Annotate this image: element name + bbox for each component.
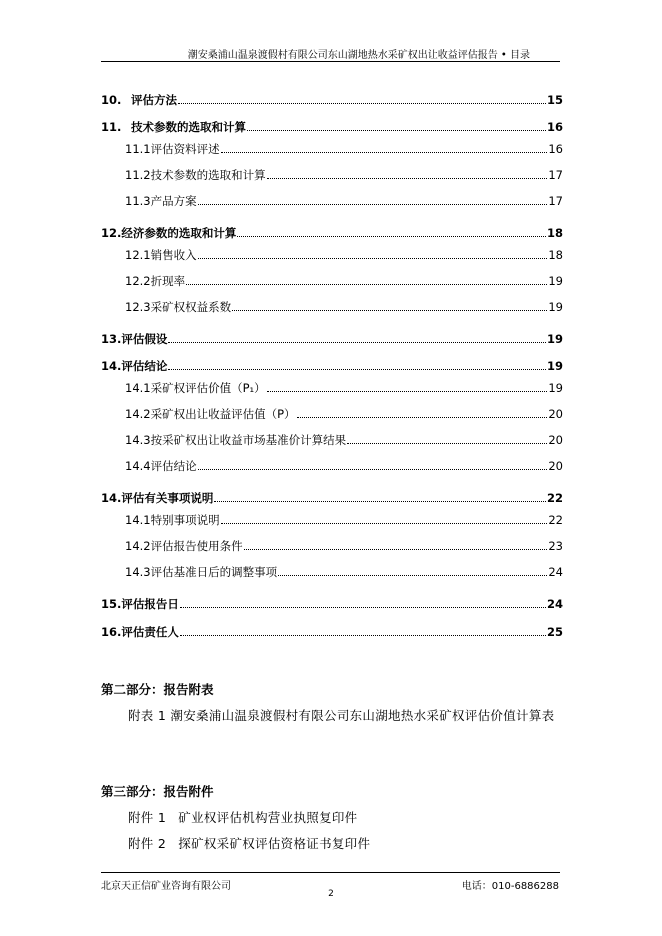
toc-leader-dots (232, 309, 547, 311)
toc-entry-title: 评估责任人 (121, 625, 179, 639)
toc-leader-dots (168, 341, 546, 343)
toc-entry-14-2[interactable] (125, 407, 563, 421)
toc-entry-page: 19 (548, 300, 563, 314)
toc-entry-page: 22 (546, 491, 563, 505)
toc-leader-dots (247, 129, 546, 131)
toc-entry-12[interactable] (101, 226, 563, 240)
toc-entry-title: 经济参数的选取和计算 (121, 226, 237, 240)
toc-entry-12-1[interactable] (125, 248, 563, 262)
toc-entry-page: 22 (548, 513, 563, 527)
toc-entry-title: 评估报告日 (121, 597, 179, 611)
toc-entry-page: 20 (548, 433, 563, 447)
toc-entry-title: 按采矿权出让收益市场基准价计算结果 (150, 433, 347, 447)
page-number: 2 (328, 889, 334, 899)
toc-leader-dots (180, 634, 546, 636)
toc-entry-number: 14.4 (125, 459, 151, 473)
toc-leader-dots (297, 416, 548, 418)
toc-entry-title: 特别事项说明 (150, 513, 220, 527)
toc-entry-page: 25 (546, 625, 563, 639)
toc-entry-14-2-notes[interactable] (125, 539, 563, 553)
toc-entry-number: 15. (101, 597, 122, 611)
toc-entry-number: 14.2 (125, 539, 151, 553)
toc-entry-page: 19 (546, 332, 563, 346)
toc-entry-page: 24 (548, 565, 563, 579)
footer-company: 北京天正信矿业咨询有限公司 (101, 881, 231, 892)
toc-entry-14-3-notes[interactable] (125, 565, 563, 579)
toc-entry-title: 评估结论 (121, 359, 168, 373)
toc-leader-dots (244, 548, 548, 550)
toc-entry-page: 20 (548, 407, 563, 421)
toc-leader-dots (186, 283, 547, 285)
toc-entry-page: 20 (548, 459, 563, 473)
toc-entry-11-2[interactable] (125, 168, 563, 182)
toc-entry-12-2[interactable] (125, 274, 563, 288)
toc-entry-14-notes[interactable] (101, 491, 563, 505)
toc-entry-title: 评估报告使用条件 (150, 539, 243, 553)
toc-entry-title: 评估结论 (150, 459, 197, 473)
footer-divider (101, 872, 560, 873)
appendix-text: 潮安桑浦山温泉渡假村有限公司东山湖地热水采矿权评估价值计算表 (170, 708, 555, 723)
toc-entry-14-4[interactable] (125, 459, 563, 473)
toc-entry-page: 18 (546, 226, 563, 240)
toc-entry-15[interactable] (101, 597, 563, 611)
toc-entry-title: 评估有关事项说明 (121, 491, 214, 505)
attachment-text: 矿业权评估机构营业执照复印件 (178, 810, 358, 825)
toc-entry-number: 12.1 (125, 248, 151, 262)
toc-entry-page: 15 (546, 93, 563, 107)
toc-entry-title: 采矿权权益系数 (150, 300, 232, 314)
toc-entry-14-3[interactable] (125, 433, 563, 447)
part3-heading: 第三部分：报告附件 (101, 784, 214, 799)
page-header-title: 潮安桑浦山温泉渡假村有限公司东山湖地热水采矿权出让收益评估报告 • 目录 (187, 50, 530, 61)
toc-leader-dots (214, 500, 546, 502)
toc-entry-number: 12. (101, 226, 122, 240)
toc-entry-title: 评估资料评述 (150, 142, 220, 156)
toc-leader-dots (168, 368, 546, 370)
toc-entry-number: 12.3 (125, 300, 151, 314)
toc-entry-title: 折现率 (150, 274, 186, 288)
part2-heading: 第二部分：报告附表 (101, 682, 214, 697)
toc-entry-number: 16. (101, 625, 122, 639)
toc-leader-dots (221, 151, 548, 153)
toc-entry-14-1[interactable] (125, 381, 563, 395)
toc-entry-14-1-notes[interactable] (125, 513, 563, 527)
toc-leader-dots (237, 235, 546, 237)
toc-entry-title: 采矿权评估价值（P₁） (150, 381, 266, 395)
toc-leader-dots (178, 102, 546, 104)
toc-entry-number: 11. (101, 120, 122, 134)
toc-entry-title: 技术参数的选取和计算 (150, 168, 266, 182)
toc-entry-title: 技术参数的选取和计算 (131, 120, 246, 134)
toc-entry-number: 14.1 (125, 381, 151, 395)
toc-leader-dots (267, 390, 548, 392)
toc-entry-number: 10. (101, 93, 122, 107)
toc-entry-page: 24 (546, 597, 563, 611)
toc-entry-number: 14.3 (125, 565, 151, 579)
toc-entry-11[interactable] (101, 120, 563, 134)
toc-entry-number: 14.3 (125, 433, 151, 447)
toc-entry-10[interactable] (101, 93, 563, 107)
toc-entry-11-3[interactable] (125, 194, 563, 208)
toc-entry-number: 11.1 (125, 142, 151, 156)
toc-entry-12-3[interactable] (125, 300, 563, 314)
toc-leader-dots (278, 574, 547, 576)
attachment-label: 附件 2 (128, 836, 167, 851)
toc-entry-number: 13. (101, 332, 122, 346)
toc-entry-number: 11.2 (125, 168, 151, 182)
toc-entry-number: 14. (101, 491, 122, 505)
attachment-2[interactable] (128, 834, 370, 852)
toc-entry-page: 19 (546, 359, 563, 373)
toc-entry-page: 16 (548, 142, 563, 156)
toc-entry-page: 18 (548, 248, 563, 262)
toc-leader-dots (347, 442, 547, 444)
toc-leader-dots (267, 177, 548, 179)
toc-entry-page: 23 (548, 539, 563, 553)
toc-entry-16[interactable] (101, 625, 563, 639)
toc-entry-11-1[interactable] (125, 142, 563, 156)
toc-entry-13[interactable] (101, 332, 563, 346)
toc-leader-dots (198, 257, 548, 259)
toc-entry-title: 评估方法 (131, 93, 177, 107)
toc-entry-page: 19 (548, 274, 563, 288)
header-divider (101, 61, 560, 62)
attachment-text: 探矿权采矿权评估资格证书复印件 (178, 836, 371, 851)
toc-entry-number: 14.1 (125, 513, 151, 527)
toc-entry-number: 14. (101, 359, 122, 373)
toc-leader-dots (180, 606, 546, 608)
toc-entry-title: 产品方案 (150, 194, 197, 208)
toc-entry-title: 评估假设 (121, 332, 168, 346)
appendix-table-1[interactable] (128, 706, 554, 724)
toc-leader-dots (198, 203, 548, 205)
toc-entry-page: 19 (548, 381, 563, 395)
toc-entry-title: 评估基准日后的调整事项 (150, 565, 278, 579)
toc-leader-dots (198, 468, 548, 470)
toc-entry-page: 17 (548, 194, 563, 208)
toc-entry-title: 采矿权出让收益评估值（P） (150, 407, 296, 421)
toc-leader-dots (221, 522, 548, 524)
toc-entry-page: 17 (548, 168, 563, 182)
attachment-1[interactable] (128, 808, 357, 826)
toc-entry-number: 12.2 (125, 274, 151, 288)
attachment-label: 附件 1 (128, 810, 167, 825)
toc-entry-14[interactable] (101, 359, 563, 373)
toc-entry-number: 14.2 (125, 407, 151, 421)
appendix-label: 附表 1 (128, 708, 167, 723)
toc-entry-title: 销售收入 (150, 248, 197, 262)
toc-entry-page: 16 (546, 120, 563, 134)
toc-entry-number: 11.3 (125, 194, 151, 208)
footer-phone: 电话：010-6886288 (461, 881, 559, 892)
